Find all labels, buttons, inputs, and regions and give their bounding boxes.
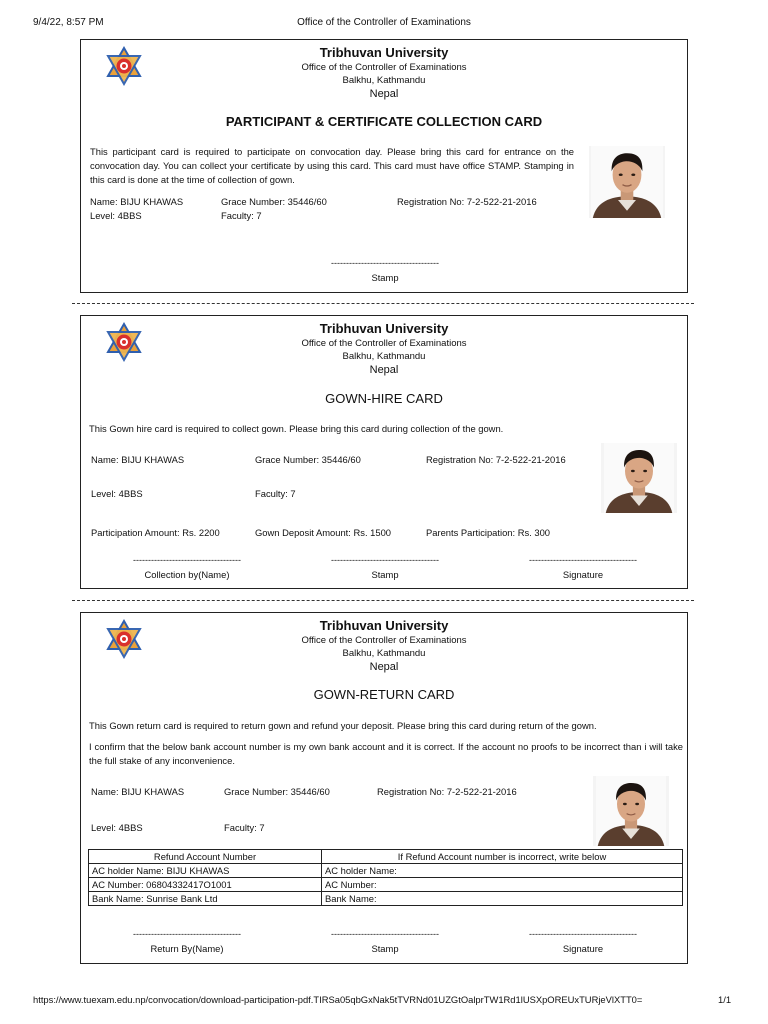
grace-number: Grace Number: 35446/60 [221,196,327,207]
country: Nepal [369,661,399,673]
table-header: If Refund Account number is incorrect, write below [322,850,683,864]
table-cell[interactable]: AC Number: [322,878,683,892]
card-description: This participant card is required to participate on convocation day. Please bring this card for entrance on the convocation day. You can collect your certificate by using this card. This card must have office STAMP. Stamping in this card is done at the time of collection of gown. [90,146,574,185]
office-name: Office of the Controller of Examinations [301,62,467,73]
stamp-label: Stamp [371,569,399,580]
student-faculty: Faculty: 7 [221,210,262,221]
registration-number: Registration No: 7-2-522-21-2016 [397,196,537,207]
student-level: Level: 4BBS [91,822,143,833]
collection-label: Collection by(Name) [144,569,230,580]
card-title: GOWN-HIRE CARD [325,391,443,406]
office-address: Balkhu, Kathmandu [342,648,426,659]
table-row [89,864,683,878]
signature-line: ------------------------------------ [529,555,637,565]
refund-account-table [88,849,683,906]
print-title: Office of the Controller of Examinations [297,17,471,28]
card-title: PARTICIPANT & CERTIFICATE COLLECTION CARD [225,114,543,129]
student-name: Name: BIJU KHAWAS [90,196,184,207]
cut-line [72,600,694,601]
office-name: Office of the Controller of Examinations [301,635,467,646]
parents-participation: Parents Participation: Rs. 300 [426,527,551,538]
table-cell[interactable]: Bank Name: [322,892,683,906]
office-address: Balkhu, Kathmandu [342,351,426,362]
country: Nepal [369,364,399,376]
student-name: Name: BIJU KHAWAS [91,454,185,465]
student-photo [593,776,669,846]
student-faculty: Faculty: 7 [255,488,296,499]
participation-amount: Participation Amount: Rs. 2200 [91,527,220,538]
bank-confirmation: I confirm that the below bank account number is my own bank account and it is correct. If the account no proofs to be incorrect than i will take the full stake of any inconvenience. [89,741,683,766]
print-url: https://www.tuexam.edu.np/convocation/download-participation-pdf.TIRSa05qbGxNak5tTVRNd01UZGtOalprTW1Rd1lUSXpOREUxTURjeVlXTT0= [33,994,643,1005]
student-level: Level: 4BBS [90,210,142,221]
table-cell: AC holder Name: BIJU KHAWAS [89,864,322,878]
stamp-line: ------------------------------------ [331,555,439,565]
table-cell[interactable]: AC holder Name: [322,864,683,878]
signature-label: Signature [562,943,604,954]
table-row [89,892,683,906]
table-cell: AC Number: 06804332417O1001 [89,878,322,892]
cut-line [72,303,694,304]
office-address: Balkhu, Kathmandu [342,75,426,86]
university-name: Tribhuvan University [319,321,449,336]
card-description: This Gown return card is required to return gown and refund your deposit. Please bring this card during return of the gown. [89,720,597,731]
registration-number: Registration No: 7-2-522-21-2016 [377,786,517,797]
student-level: Level: 4BBS [91,488,143,499]
participant-card [80,39,688,293]
stamp-line: ------------------------------------ [331,258,439,268]
university-name: Tribhuvan University [319,45,449,60]
student-name: Name: BIJU KHAWAS [91,786,185,797]
student-photo [589,146,665,218]
student-photo [601,443,677,513]
page-number: 1/1 [718,994,732,1005]
card-description: This Gown hire card is required to collect gown. Please bring this card during collection of the gown. [89,423,504,434]
gown-deposit-amount: Gown Deposit Amount: Rs. 1500 [255,527,392,538]
stamp-line: ------------------------------------ [331,929,439,939]
university-name: Tribhuvan University [319,618,449,633]
table-row [89,878,683,892]
return-label: Return By(Name) [150,943,224,954]
office-name: Office of the Controller of Examinations [301,338,467,349]
student-faculty: Faculty: 7 [224,822,265,833]
card-title: GOWN-RETURN CARD [313,687,455,702]
grace-number: Grace Number: 35446/60 [255,454,361,465]
stamp-label: Stamp [371,943,399,954]
stamp-label: Stamp [371,272,399,283]
country: Nepal [369,88,399,100]
grace-number: Grace Number: 35446/60 [224,786,330,797]
table-header: Refund Account Number [89,850,322,864]
signature-label: Signature [562,569,604,580]
gown-hire-card [80,315,688,589]
table-header-row [89,850,683,864]
return-line: ------------------------------------ [133,929,241,939]
registration-number: Registration No: 7-2-522-21-2016 [426,454,566,465]
table-cell: Bank Name: Sunrise Bank Ltd [89,892,322,906]
signature-line: ------------------------------------ [529,929,637,939]
collection-line: ------------------------------------ [133,555,241,565]
gown-return-card [80,612,688,964]
print-datetime: 9/4/22, 8:57 PM [33,17,104,28]
